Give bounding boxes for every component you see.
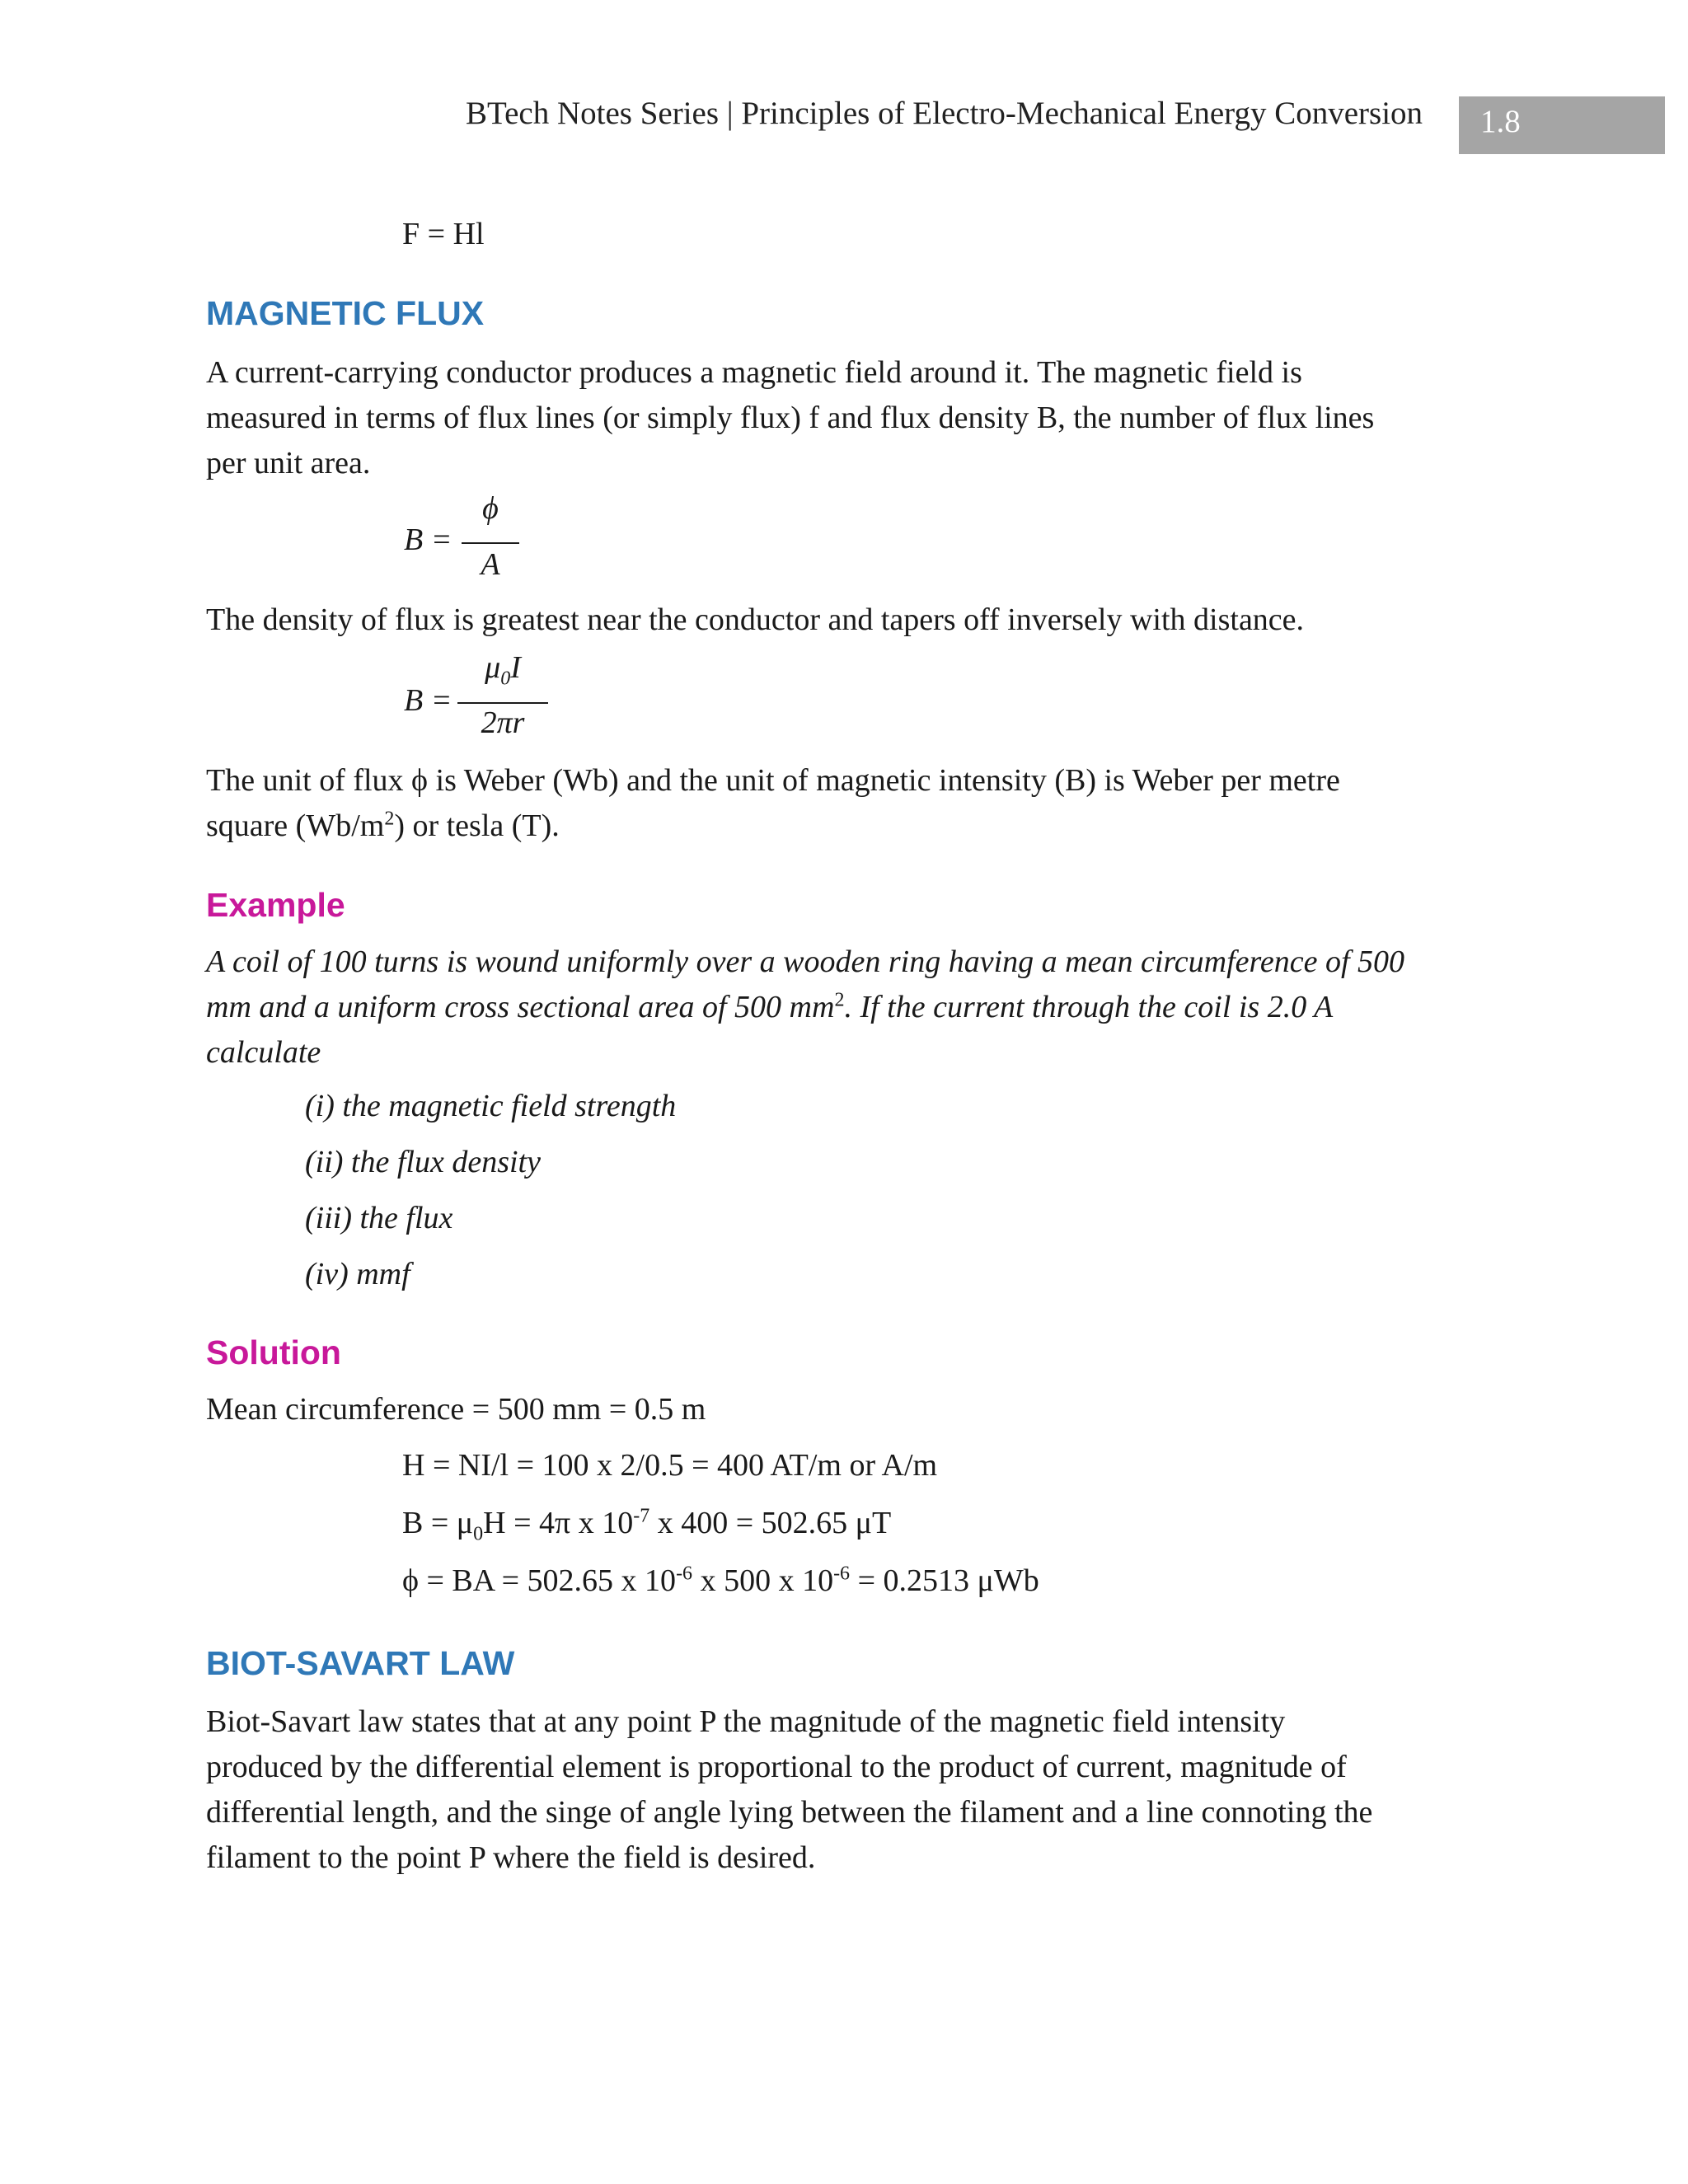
text-span: = 0.2513 μWb [850,1563,1039,1598]
text-line [206,804,1467,849]
fraction-denominator: 2πr [481,705,525,740]
text-span: ϕ = BA = 502.65 x 10 [402,1563,677,1598]
current-symbol: I [510,650,521,685]
superscript: 2 [384,808,395,830]
heading-magnetic-flux: MAGNETIC FLUX [206,294,485,332]
superscript: -7 [633,1505,650,1527]
paragraph-biot-savart [206,1699,1467,1881]
equation-flux-density-result [402,1505,892,1545]
text-line: A current-carrying conductor produces a magnetic field around it. The magnetic field is [206,355,1302,390]
text-line [206,1030,1492,1076]
text-line: per unit area. [206,446,371,480]
text-span: mm and a uniform cross sectional area of 500 mm [206,990,835,1024]
equation-flux-result [402,1563,1039,1599]
fraction-denominator: A [481,547,500,582]
heading-example: Example [206,886,345,924]
equation-field-strength: H = NI/l = 100 x 2/0.5 = 400 AT/m or A/m [402,1448,938,1483]
list-item: (iv) mmf [305,1257,410,1291]
text-span: square (Wb/m [206,808,385,843]
fraction-bar [457,702,548,704]
equation-mmf: F = Hl [402,217,485,251]
running-header: BTech Notes Series | Principles of Electro-Mechanical Energy Conversion [466,96,1423,131]
page-number-box [1459,96,1665,154]
fraction-numerator [457,649,548,690]
equation-lhs: B = [404,683,452,718]
heading-biot-savart: BIOT-SAVART LAW [206,1644,515,1682]
list-item: (iii) the flux [305,1201,453,1235]
paragraph-example [206,940,1492,1076]
equation-lhs: B = [404,523,452,557]
heading-solution: Solution [206,1333,341,1371]
text-span: calculate [206,1035,321,1070]
fraction-bar [462,542,519,544]
list-item: (i) the magnetic field strength [305,1089,677,1123]
text-span: H = 4π x 10 [483,1506,634,1540]
subscript: 0 [500,668,511,690]
text-span: x 500 x 10 [692,1563,834,1598]
list-item: (ii) the flux density [305,1145,541,1179]
text-line [206,985,1492,1030]
text-line: differential length, and the singe of angle lying between the filament and a line connoting the [206,1795,1373,1830]
paragraph-flux-density: The density of flux is greatest near the conductor and tapers off inversely with distance. [206,602,1305,637]
text-line: produced by the differential element is proportional to the product of current, magnitude of [206,1750,1347,1784]
text-line: Biot-Savart law states that at any point P the magnitude of the magnetic field intensity [206,1704,1286,1739]
solution-line: Mean circumference = 500 mm = 0.5 m [206,1392,706,1427]
text-line [206,940,1492,985]
superscript: 2 [834,989,845,1011]
text-span: ) or tesla (T). [394,808,560,843]
text-span: B = μ [402,1506,474,1540]
text-span: A coil of 100 turns is wound uniformly over a wooden ring having a mean circumference of 500 [206,944,1405,979]
fraction-numerator: ϕ [482,491,499,526]
paragraph-flux-intro [206,350,1467,486]
superscript: -6 [676,1563,693,1585]
page-number: 1.8 [1480,104,1521,139]
text-span: x 400 = 502.65 μT [649,1506,892,1540]
text-line: measured in terms of flux lines (or simply flux) f and flux density B, the number of flux lines [206,401,1375,435]
superscript: -6 [833,1563,851,1585]
mu-symbol: μ [485,650,501,685]
text-span: . If the current through the coil is 2.0 A [844,990,1334,1024]
text-line: The unit of flux ϕ is Weber (Wb) and the unit of magnetic intensity (B) is Weber per metre [206,763,1340,798]
text-line: filament to the point P where the field is desired. [206,1840,816,1875]
paragraph-flux-units [206,758,1467,849]
subscript: 0 [473,1523,484,1545]
